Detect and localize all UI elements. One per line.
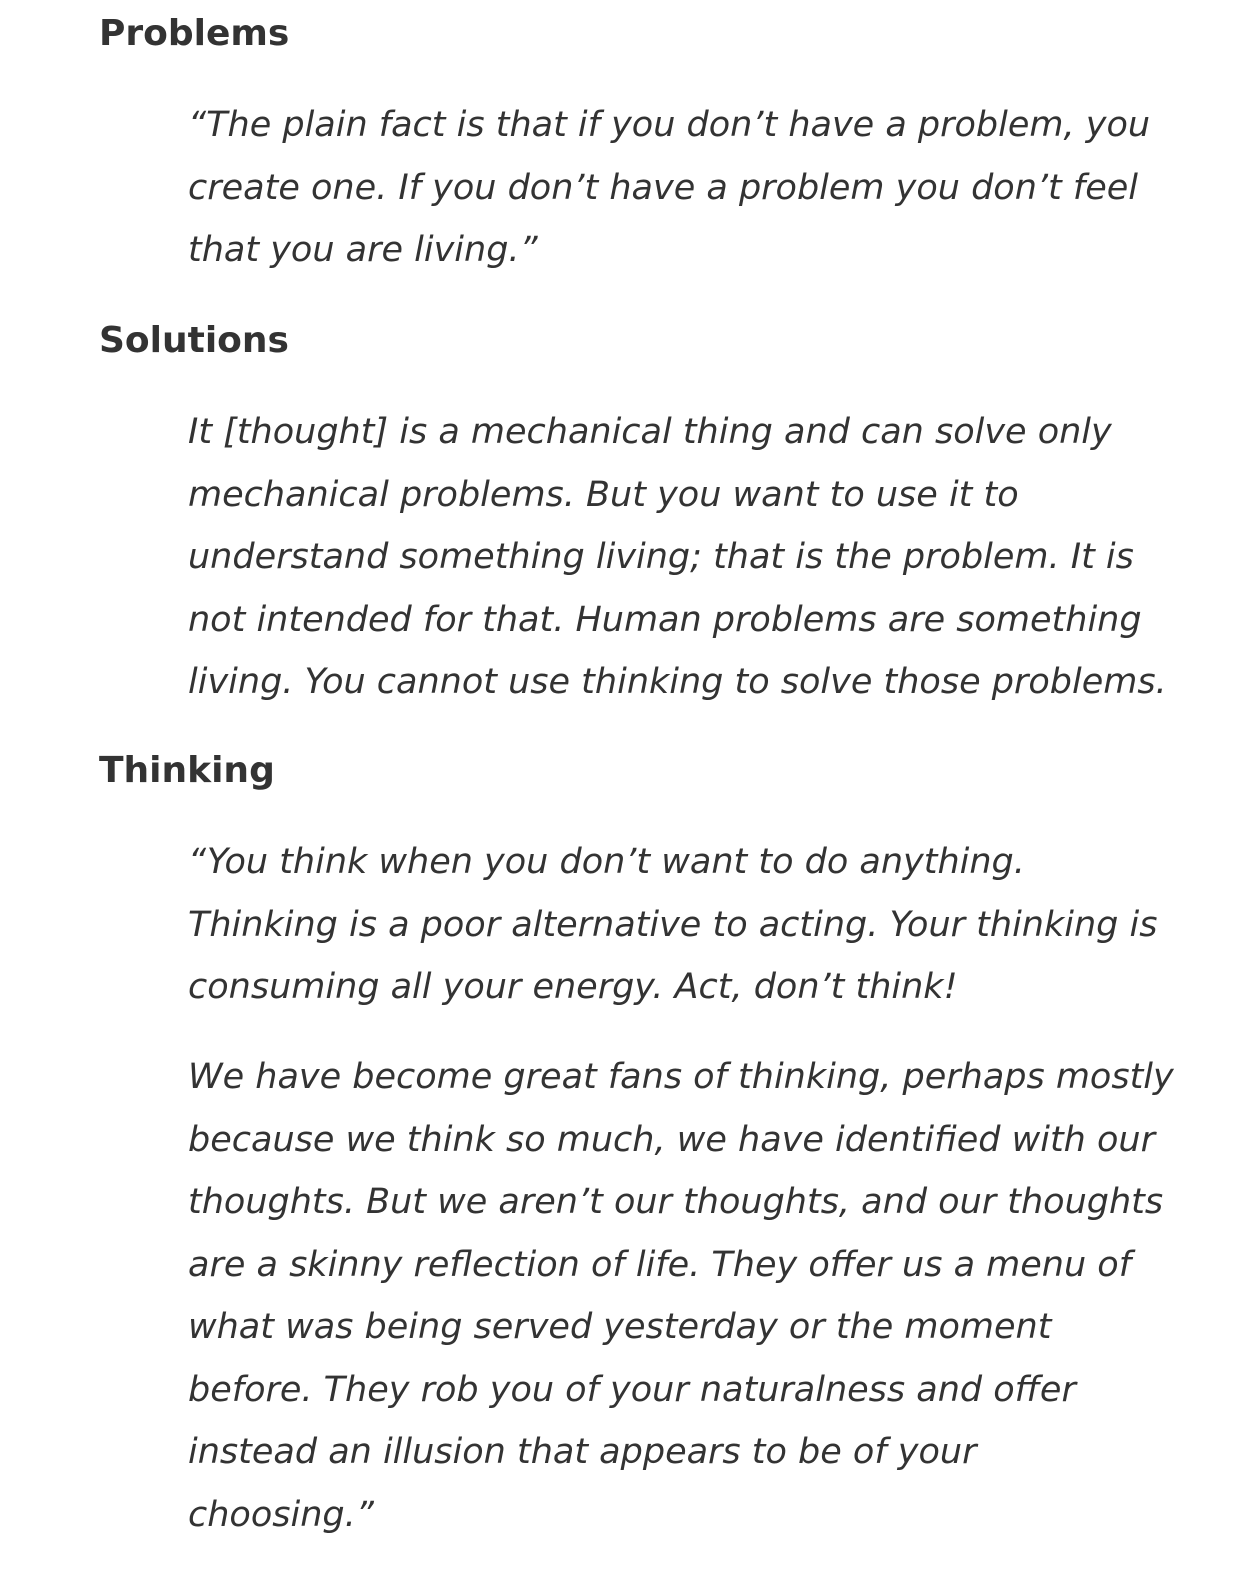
quote-line: not intended for that. Human problems are something	[188, 599, 1142, 640]
section-heading-solutions: Solutions	[99, 320, 289, 361]
quote-line: Thinking is a poor alternative to acting. Your thinking is	[188, 904, 1158, 945]
quote-line: before. They rob you of your naturalness and offer	[188, 1369, 1076, 1410]
problems-quote	[188, 94, 1208, 282]
thinking-quote-1	[188, 831, 1208, 1019]
quote-line: “The plain fact is that if you don’t have a problem, you	[188, 105, 1151, 145]
quote-line: thoughts. But we aren’t our thoughts, and our thoughts	[188, 1182, 1164, 1222]
section-heading-problems: Problems	[99, 13, 290, 54]
thinking-quote-2	[188, 1046, 1208, 1546]
quote-line: living. You cannot use thinking to solve those problems.	[188, 662, 1167, 702]
solutions-quote	[188, 401, 1208, 714]
quote-line: instead an illusion that appears to be of your	[188, 1432, 977, 1472]
quote-line: mechanical problems. But you want to use it to	[188, 474, 1019, 515]
quote-line: It [thought] is a mechanical thing and can solve only	[188, 412, 1112, 452]
quote-line: that you are living.”	[188, 230, 538, 270]
quote-line: because we think so much, we have identified with our	[188, 1119, 1155, 1160]
quote-line: create one. If you don’t have a problem you don’t feel	[188, 167, 1138, 208]
quote-line: are a skinny reflection of life. They offer us a menu of	[188, 1244, 1132, 1285]
quote-line: choosing.”	[188, 1494, 374, 1535]
quote-line: We have become great fans of thinking, perhaps mostly	[188, 1057, 1174, 1097]
quote-line: “You think when you don’t want to do anything.	[188, 842, 1025, 882]
quote-line: what was being served yesterday or the moment	[188, 1307, 1052, 1347]
quote-line: understand something living; that is the problem. It is	[188, 537, 1134, 577]
quote-line: consuming all your energy. Act, don’t think!	[188, 967, 958, 1007]
section-heading-thinking: Thinking	[99, 750, 275, 791]
